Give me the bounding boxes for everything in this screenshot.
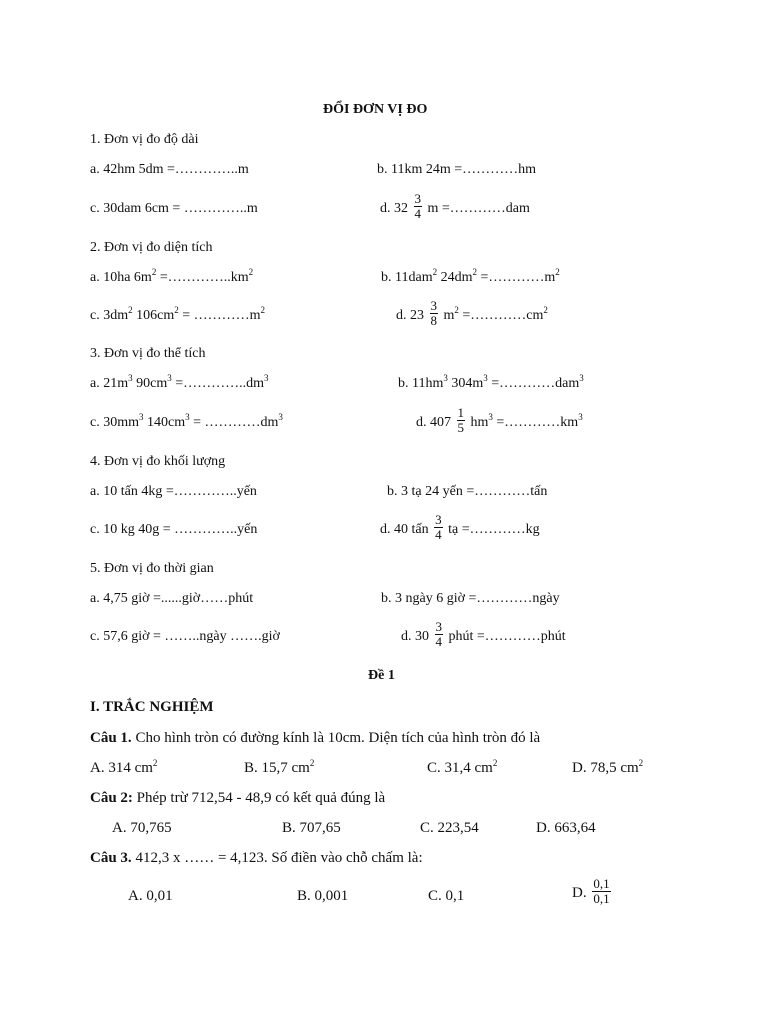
q2-option-a[interactable]: A. 70,765	[112, 820, 172, 836]
exercise-2d: d. 23 $\frac{3}{8}$ $m^2$ $=\dots\dots\dots\dots cm^2$	[396, 298, 548, 329]
exercise-5b: b. 3 ngày 6 giờ =…………ngày	[381, 591, 560, 606]
fraction: $\frac{3}{4}$	[435, 512, 442, 543]
fraction: $\frac{1}{5}$	[457, 405, 464, 436]
exercise-2c: c. $3dm^2$ $106cm^2$ = $\dots\dots\dots\dots m^2$	[90, 305, 266, 323]
exercise-5d: d. 30 $\frac{3}{4}$ phút =…………phút	[401, 619, 566, 650]
q1-option-c[interactable]: C. 31,4 $cm^2$	[427, 758, 498, 776]
fraction: $\frac{3}{8}$	[430, 298, 437, 329]
exercise-5a: a. 4,75 giờ =......giờ……phút	[90, 591, 254, 606]
section-heading-area: 2. Đơn vị đo diện tích	[90, 240, 213, 255]
exercise-3c: c. $30mm^3$ $140cm^3$ = $\dots\dots\dots\dots dm^3$	[90, 412, 283, 430]
question-1: Câu 1. Cho hình tròn có đường kính là 10cm. Diện tích của hình tròn đó là	[90, 730, 541, 746]
q1-option-b[interactable]: B. 15,7 $cm^2$	[244, 758, 315, 776]
fraction: $\frac{0,1}{0,1}$	[593, 876, 610, 907]
question-2: Câu 2: Phép trừ 712,54 - 48,9 có kết quả đúng là	[90, 790, 386, 806]
q3-option-a[interactable]: A. 0,01	[128, 888, 173, 904]
exam-title: Đề 1	[368, 668, 395, 683]
exercise-4a: a. 10 tấn 4kg =…………..yến	[90, 484, 257, 499]
exercise-4c: c. 10 kg 40g = …………..yến	[90, 522, 258, 537]
q1-option-d[interactable]: D. 78,5 $cm^2$	[572, 758, 644, 776]
part-title: I. TRẮC NGHIỆM	[90, 699, 214, 715]
fraction: $\frac{3}{4}$	[414, 191, 421, 222]
exercise-3d: d. 407 $\frac{1}{5}$ $hm^3$ $=\dots\dots\dots\dots km^3$	[416, 405, 583, 436]
exercise-4d: d. 40 tấn $\frac{3}{4}$ tạ =…………kg	[380, 512, 540, 543]
q3-option-d[interactable]: D. $\frac{0,1}{0,1}$	[572, 876, 610, 907]
exercise-2b: b. 11dam$^2$ $24dm^2$ $=\dots\dots\dots\dots m^2$	[381, 267, 560, 285]
exercise-3a: a. $21m^3$ $90cm^3$ $=\dots\dots\dots\dots..dm^3$	[90, 373, 269, 391]
exercise-1d: d. 32 $\frac{3}{4}$ m =…………dam	[380, 191, 530, 222]
fraction: $\frac{3}{4}$	[435, 619, 442, 650]
q2-option-b[interactable]: B. 707,65	[282, 820, 341, 836]
exercise-5c: c. 57,6 giờ = ……..ngày …….giờ	[90, 629, 280, 644]
exercise-1c: c. 30dam 6cm = …………..m	[90, 201, 258, 216]
section-heading-volume: 3. Đơn vị đo thể tích	[90, 346, 206, 361]
q3-option-c[interactable]: C. 0,1	[428, 888, 465, 904]
exercise-1a: a. 42hm 5dm =…………..m	[90, 162, 249, 177]
exercise-4b: b. 3 tạ 24 yến =…………tấn	[387, 484, 548, 499]
section-heading-length: 1. Đơn vị đo độ dài	[90, 132, 199, 147]
q3-option-b[interactable]: B. 0,001	[297, 888, 349, 904]
exercise-1b: b. 11km 24m =…………hm	[377, 162, 537, 177]
q2-option-c[interactable]: C. 223,54	[420, 820, 479, 836]
exercise-2a: a. 10ha $6m^2$ $=\dots\dots\dots\dots..km^2$	[90, 267, 254, 285]
page-title: ĐỔI ĐƠN VỊ ĐO	[323, 102, 428, 117]
exercise-3b: b. $11hm^3$ $304m^3$ =…………dam$^3$	[398, 373, 584, 391]
section-heading-time: 5. Đơn vị đo thời gian	[90, 561, 214, 576]
q1-option-a[interactable]: A. 314 $cm^2$	[90, 758, 158, 776]
section-heading-mass: 4. Đơn vị đo khối lượng	[90, 454, 226, 469]
q2-option-d[interactable]: D. 663,64	[536, 820, 596, 836]
question-3: Câu 3. 412,3 x …… = 4,123. Số điền vào chỗ chấm là:	[90, 850, 423, 866]
